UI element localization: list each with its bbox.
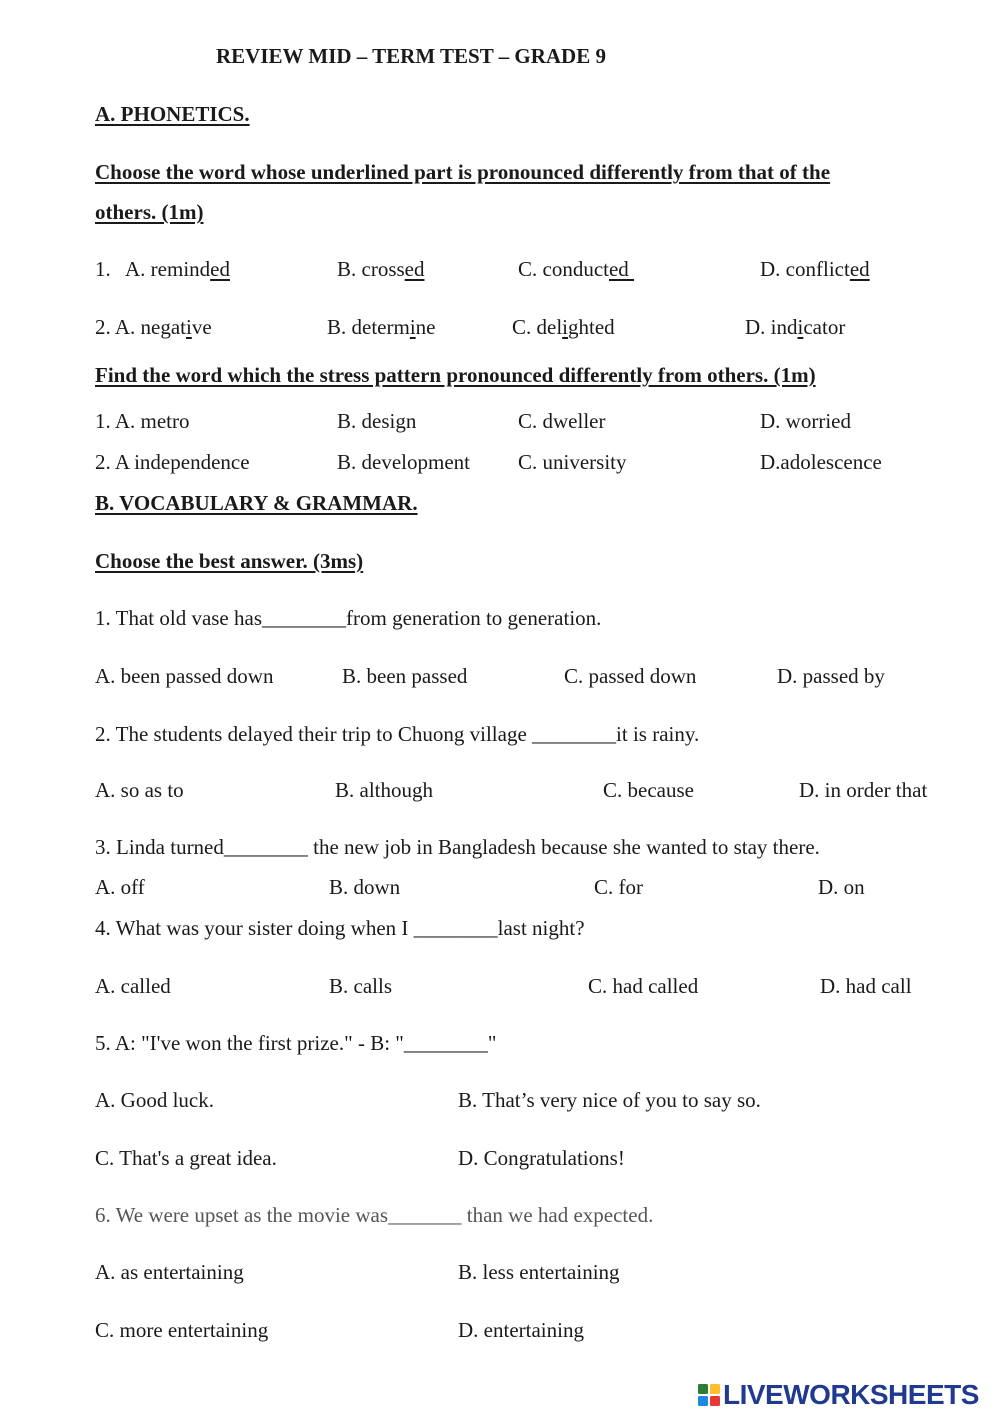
stress-q1-option-d: D. worried xyxy=(760,409,851,433)
phonetics-q1-option-d xyxy=(760,256,870,282)
grammar-q3-option-d[interactable]: D. on xyxy=(818,875,865,899)
phonetics-q1-option-a xyxy=(125,256,230,282)
grammar-q3-option-a[interactable]: A. off xyxy=(95,875,145,899)
option-text: ne xyxy=(415,315,436,339)
stress-q2-option-c: C. university xyxy=(518,450,627,474)
grammar-q4-option-c[interactable]: C. had called xyxy=(588,974,699,998)
grammar-q3-stem: 3. Linda turned________ the new job in Bangladesh because she wanted to stay there. xyxy=(95,835,820,859)
grammar-q3-option-b[interactable]: B. down xyxy=(329,875,401,899)
phonetics-q2-option-a xyxy=(95,314,212,340)
stress-q1-option-c: C. dweller xyxy=(518,409,606,433)
page-title: REVIEW MID – TERM TEST – GRADE 9 xyxy=(216,44,606,68)
stress-q2-option-a: 2. A independence xyxy=(95,450,250,474)
underlined-part: ed xyxy=(210,257,230,281)
option-text: ve xyxy=(191,315,212,339)
underlined-part: i xyxy=(797,315,804,339)
grammar-q5-option-d[interactable]: D. Congratulations! xyxy=(458,1146,625,1170)
grammar-q1-option-d[interactable]: D. passed by xyxy=(777,664,885,688)
option-text: D. ind xyxy=(745,315,798,339)
grammar-q2-option-d[interactable]: D. in order that xyxy=(799,778,928,802)
stress-q2-option-d: D.adolescence xyxy=(760,450,882,474)
grammar-q2-option-b[interactable]: B. although xyxy=(335,778,433,802)
stress-instruction: Find the word which the stress pattern pronounced differently from others. (1m) xyxy=(95,363,816,387)
liveworksheets-logo-text: LIVEWORKSHEETS xyxy=(723,1379,979,1410)
option-text: C. conduct xyxy=(518,257,609,281)
grammar-q4-stem: 4. What was your sister doing when I ________last night? xyxy=(95,916,585,940)
grammar-instruction: Choose the best answer. (3ms) xyxy=(95,549,364,573)
grammar-q3-option-c[interactable]: C. for xyxy=(594,875,643,899)
underlined-part: ed xyxy=(849,257,870,281)
phonetics-q1-number: 1. xyxy=(95,257,111,281)
grammar-q6-stem: 6. We were upset as the movie was_______ than we had expected. xyxy=(95,1203,654,1227)
grammar-q6-option-c[interactable]: C. more entertaining xyxy=(95,1318,269,1342)
grammar-q6-option-b[interactable]: B. less entertaining xyxy=(458,1260,620,1284)
underlined-part: i xyxy=(409,315,416,339)
underlined-part: ed xyxy=(404,257,425,281)
phonetics-q2-option-d xyxy=(745,314,845,340)
option-text: C. del xyxy=(512,315,563,339)
grammar-q5-option-a[interactable]: A. Good luck. xyxy=(95,1088,214,1112)
phonetics-q1-option-c xyxy=(518,256,634,282)
option-text: A. remind xyxy=(125,257,211,281)
liveworksheets-logo-icon xyxy=(697,1383,721,1407)
phonetics-q2-option-c xyxy=(512,314,615,340)
section-a-heading: A. PHONETICS. xyxy=(95,102,250,126)
grammar-q1-stem: 1. That old vase has________from generation to generation. xyxy=(95,606,602,630)
stress-q1-option-a: 1. A. metro xyxy=(95,409,190,433)
option-text: 2. A. negat xyxy=(95,315,186,339)
phonetics-q2-option-b xyxy=(327,314,435,340)
grammar-q1-option-a[interactable]: A. been passed down xyxy=(95,664,274,688)
grammar-q1-option-c[interactable]: C. passed down xyxy=(564,664,697,688)
grammar-q1-option-b[interactable]: B. been passed xyxy=(342,664,468,688)
option-text: cator xyxy=(803,315,846,339)
grammar-q4-option-d[interactable]: D. had call xyxy=(820,974,912,998)
phonetics-instruction-line2: others. (1m) xyxy=(95,200,204,224)
grammar-q6-option-a[interactable]: A. as entertaining xyxy=(95,1260,244,1284)
option-text: B. cross xyxy=(337,257,405,281)
grammar-q5-option-b[interactable]: B. That’s very nice of you to say so. xyxy=(458,1088,761,1112)
option-text: B. determ xyxy=(327,315,410,339)
section-b-heading: B. VOCABULARY & GRAMMAR. xyxy=(95,491,418,515)
underlined-part: i xyxy=(185,315,192,339)
phonetics-q1-option-b xyxy=(337,256,425,282)
option-text: ghted xyxy=(568,315,615,339)
grammar-q2-option-a[interactable]: A. so as to xyxy=(95,778,184,802)
option-text: D. conflict xyxy=(760,257,850,281)
underlined-part: i xyxy=(562,315,569,339)
underlined-part: ed xyxy=(608,257,635,281)
grammar-q4-option-b[interactable]: B. calls xyxy=(329,974,392,998)
grammar-q6-option-d[interactable]: D. entertaining xyxy=(458,1318,584,1342)
phonetics-instruction-line1: Choose the word whose underlined part is pronounced differently from that of the xyxy=(95,160,831,184)
grammar-q2-stem: 2. The students delayed their trip to Chuong village ________it is rainy. xyxy=(95,722,700,746)
stress-q2-option-b: B. development xyxy=(337,450,470,474)
stress-q1-option-b: B. design xyxy=(337,409,417,433)
grammar-q4-option-a[interactable]: A. called xyxy=(95,974,171,998)
liveworksheets-logo xyxy=(697,1378,979,1412)
grammar-q5-option-c[interactable]: C. That's a great idea. xyxy=(95,1146,277,1170)
grammar-q5-stem: 5. A: "I've won the first prize." - B: "________" xyxy=(95,1031,497,1055)
grammar-q2-option-c[interactable]: C. because xyxy=(603,778,694,802)
